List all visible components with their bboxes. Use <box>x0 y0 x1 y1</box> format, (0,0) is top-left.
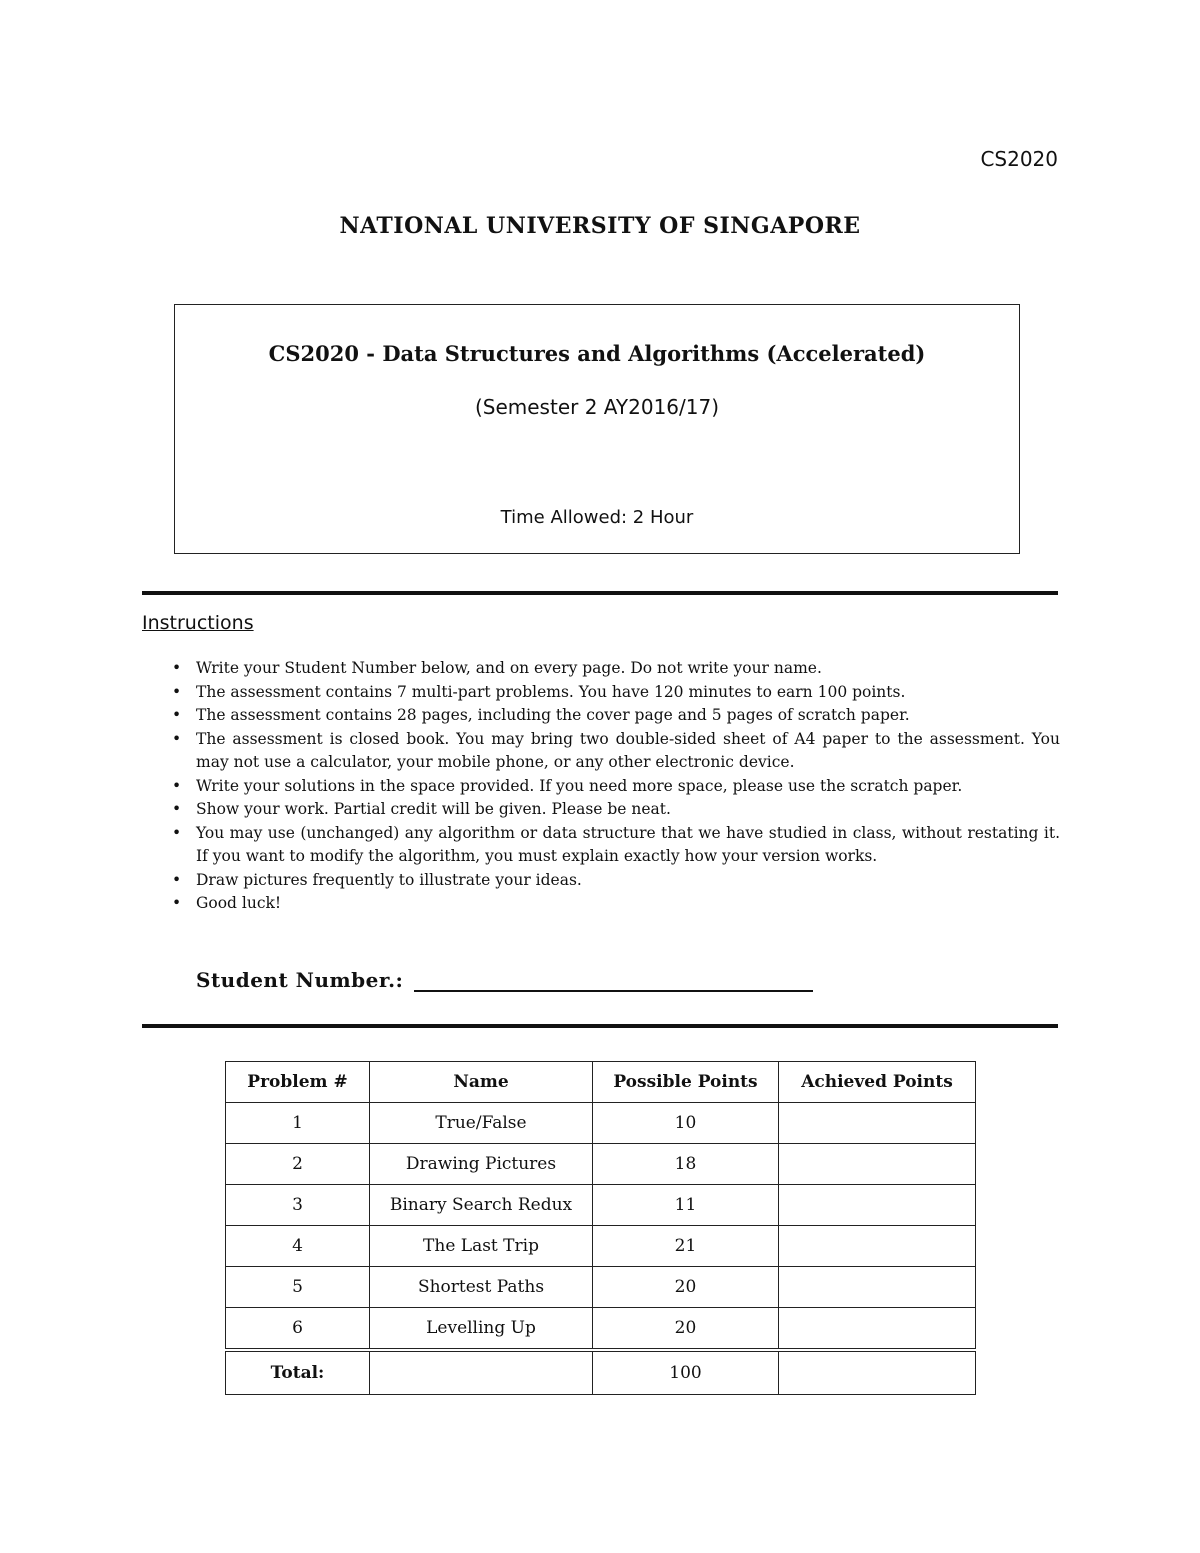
possible-points: 10 <box>593 1103 779 1144</box>
top-divider <box>142 591 1058 595</box>
table-row <box>226 1185 976 1226</box>
table-row <box>226 1103 976 1144</box>
course-title: CS2020 - Data Structures and Algorithms (Accelerated) <box>268 341 926 366</box>
problem-number: 4 <box>226 1226 370 1267</box>
problem-name: The Last Trip <box>370 1226 593 1267</box>
bottom-divider <box>142 1024 1058 1028</box>
instructions-heading: Instructions <box>142 612 254 634</box>
table-row <box>226 1308 976 1351</box>
table-row <box>226 1144 976 1185</box>
problem-name: Drawing Pictures <box>370 1144 593 1185</box>
list-item: • Good luck! <box>170 892 1060 916</box>
table-header-row <box>226 1062 976 1103</box>
list-item: • The assessment is closed book. You may bring two double-sided sheet of A4 paper to the assessment. You may not use a calculator, your mobile phone, or any other electronic device. <box>170 728 1060 775</box>
problem-number: 5 <box>226 1267 370 1308</box>
student-number-label: Student Number.: <box>196 968 404 992</box>
total-name-cell <box>370 1350 593 1395</box>
possible-points: 21 <box>593 1226 779 1267</box>
semester: (Semester 2 AY2016/17) <box>474 395 720 419</box>
total-achieved-points-cell[interactable] <box>779 1350 976 1395</box>
time-allowed: Time Allowed: 2 Hour <box>500 507 694 528</box>
course-code: CS2020 <box>980 147 1058 171</box>
achieved-points-cell[interactable] <box>779 1226 976 1267</box>
header-name: Name <box>370 1062 593 1103</box>
problem-number: 2 <box>226 1144 370 1185</box>
total-possible-points: 100 <box>593 1350 779 1395</box>
table-row <box>226 1226 976 1267</box>
list-item: • Draw pictures frequently to illustrate your ideas. <box>170 869 1060 893</box>
problem-number: 1 <box>226 1103 370 1144</box>
possible-points: 11 <box>593 1185 779 1226</box>
achieved-points-cell[interactable] <box>779 1308 976 1351</box>
achieved-points-cell[interactable] <box>779 1103 976 1144</box>
list-item: • You may use (unchanged) any algorithm or data structure that we have studied in class, without restating it. If you want to modify the algorithm, you must explain exactly how your version works. <box>170 822 1060 869</box>
points-table <box>225 1061 976 1395</box>
problem-name: Shortest Paths <box>370 1267 593 1308</box>
problem-name: True/False <box>370 1103 593 1144</box>
student-number-field[interactable] <box>414 990 813 992</box>
university-name: NATIONAL UNIVERSITY OF SINGAPORE <box>339 213 861 239</box>
list-item: • Write your Student Number below, and on every page. Do not write your name. <box>170 657 1060 681</box>
header-achieved-points: Achieved Points <box>779 1062 976 1103</box>
achieved-points-cell[interactable] <box>779 1185 976 1226</box>
list-item: • Write your solutions in the space provided. If you need more space, please use the scratch paper. <box>170 775 1060 799</box>
header-possible-points: Possible Points <box>593 1062 779 1103</box>
possible-points: 18 <box>593 1144 779 1185</box>
list-item: • The assessment contains 7 multi-part problems. You have 120 minutes to earn 100 points. <box>170 681 1060 705</box>
instructions-list <box>170 657 1060 916</box>
total-label: Total: <box>226 1350 370 1395</box>
achieved-points-cell[interactable] <box>779 1144 976 1185</box>
header-problem: Problem # <box>226 1062 370 1103</box>
table-row <box>226 1267 976 1308</box>
achieved-points-cell[interactable] <box>779 1267 976 1308</box>
problem-number: 3 <box>226 1185 370 1226</box>
problem-number: 6 <box>226 1308 370 1351</box>
possible-points: 20 <box>593 1308 779 1351</box>
list-item: • Show your work. Partial credit will be given. Please be neat. <box>170 798 1060 822</box>
list-item: • The assessment contains 28 pages, including the cover page and 5 pages of scratch paper. <box>170 704 1060 728</box>
problem-name: Binary Search Redux <box>370 1185 593 1226</box>
course-title-box <box>174 304 1020 554</box>
total-row <box>226 1350 976 1395</box>
possible-points: 20 <box>593 1267 779 1308</box>
problem-name: Levelling Up <box>370 1308 593 1351</box>
